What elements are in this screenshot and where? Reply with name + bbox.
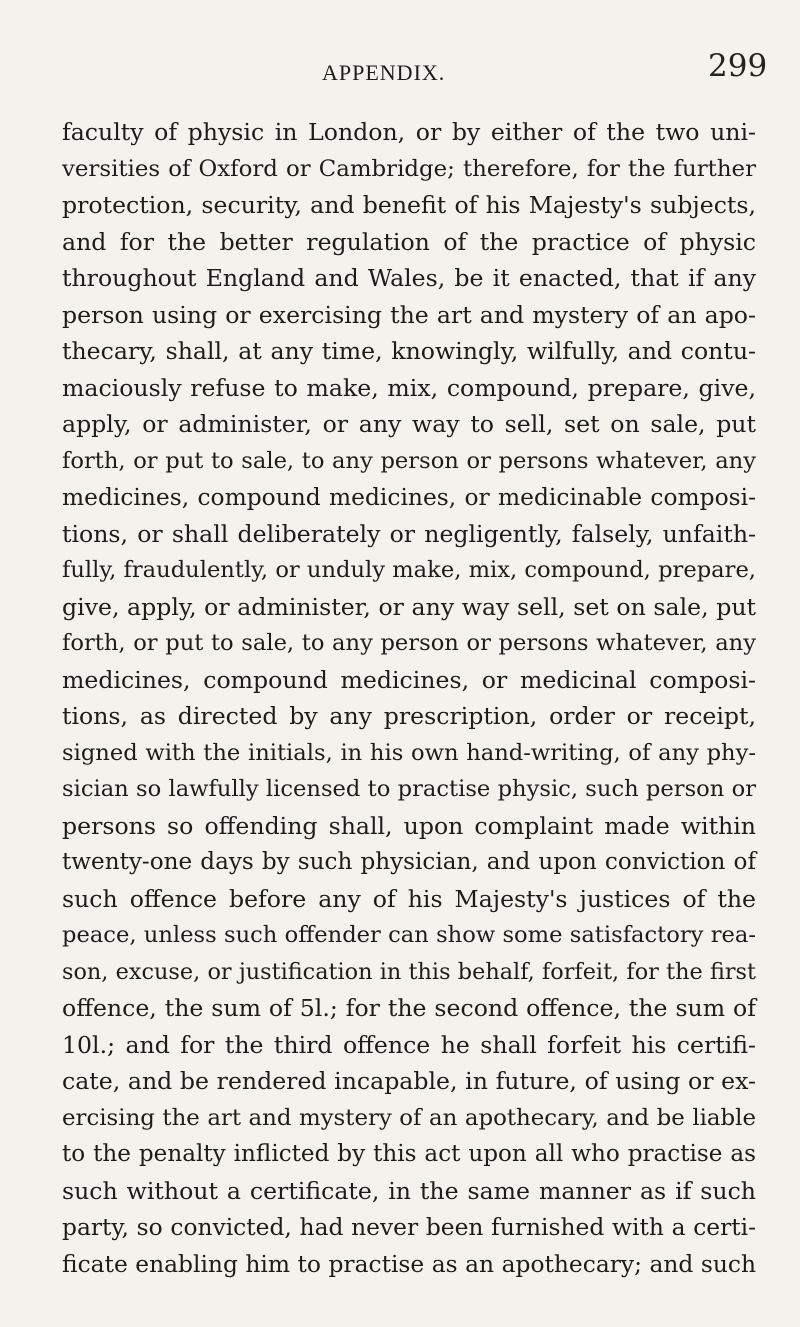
text-line: signed with the initials, in his own hand-writing, of any phy- [62,739,756,766]
text-line: medicines, compound medicines, or medicinal composi- [62,665,756,694]
text-line: to the penalty inflicted by this act upon all who practise as [62,1141,756,1167]
text-line: forth, or put to sale, to any person or persons whatever, any [62,447,756,474]
page-number: 299 [708,48,768,84]
body-text [62,114,756,1282]
text-line: such offence before any of his Majesty's justices of the [62,884,756,913]
text-line: forth, or put to sale, to any person or persons whatever, any [62,630,756,656]
text-line: such without a certificate, in the same manner as if such [62,1176,756,1205]
text-line: thecary, shall, at any time, knowingly, wilfully, and contu- [62,337,756,365]
text-line: person using or exercising the art and mystery of an apo- [62,300,756,329]
text-line: peace, unless such offender can show some satisfactory rea- [62,922,756,948]
text-line: fully, fraudulently, or unduly make, mix, compound, prepare, [62,557,756,583]
text-line: tions, as directed by any prescription, order or receipt, [62,702,756,730]
running-head [0,48,800,88]
text-line: twenty-one days by such physician, and upon conviction of [62,849,756,875]
text-line: and for the better regulation of the practice of physic [62,227,756,256]
text-line: ficate enabling him to practise as an apothecary; and such [62,1249,756,1278]
text-line: ercising the art and mystery of an apothecary, and be liable [62,1104,756,1131]
text-line: maciously refuse to make, mix, compound, prepare, give, [62,373,756,402]
text-line: versities of Oxford or Cambridge; therefore, for the further [62,155,756,182]
text-line: 10l.; and for the third offence he shall forfeit his certifi- [62,1030,756,1059]
text-line: give, apply, or administer, or any way sell, set on sale, put [62,592,756,621]
text-line: sician so lawfully licensed to practise physic, such person or [62,776,756,802]
text-line: party, so convicted, had never been furnished with a certi- [62,1213,756,1241]
text-line: medicines, compound medicines, or medicinable composi- [62,483,756,511]
text-line: tions, or shall deliberately or negligently, falsely, unfaith- [62,519,756,548]
text-line: offence, the sum of 5l.; for the second offence, the sum of [62,994,756,1022]
text-line: throughout England and Wales, be it enacted, that if any [62,264,756,292]
running-title: APPENDIX. [322,60,446,85]
text-line: persons so offending shall, upon complaint made within [62,811,756,840]
text-line: son, excuse, or justification in this behalf, forfeit, for the first [62,958,756,985]
text-line: cate, and be rendered incapable, in future, of using or ex- [62,1067,756,1095]
text-line: apply, or administer, or any way to sell, set on sale, put [62,410,756,438]
text-line: protection, security, and benefit of his Majesty's subjects, [62,191,756,219]
text-line: faculty of physic in London, or by either of the two uni- [62,118,756,146]
